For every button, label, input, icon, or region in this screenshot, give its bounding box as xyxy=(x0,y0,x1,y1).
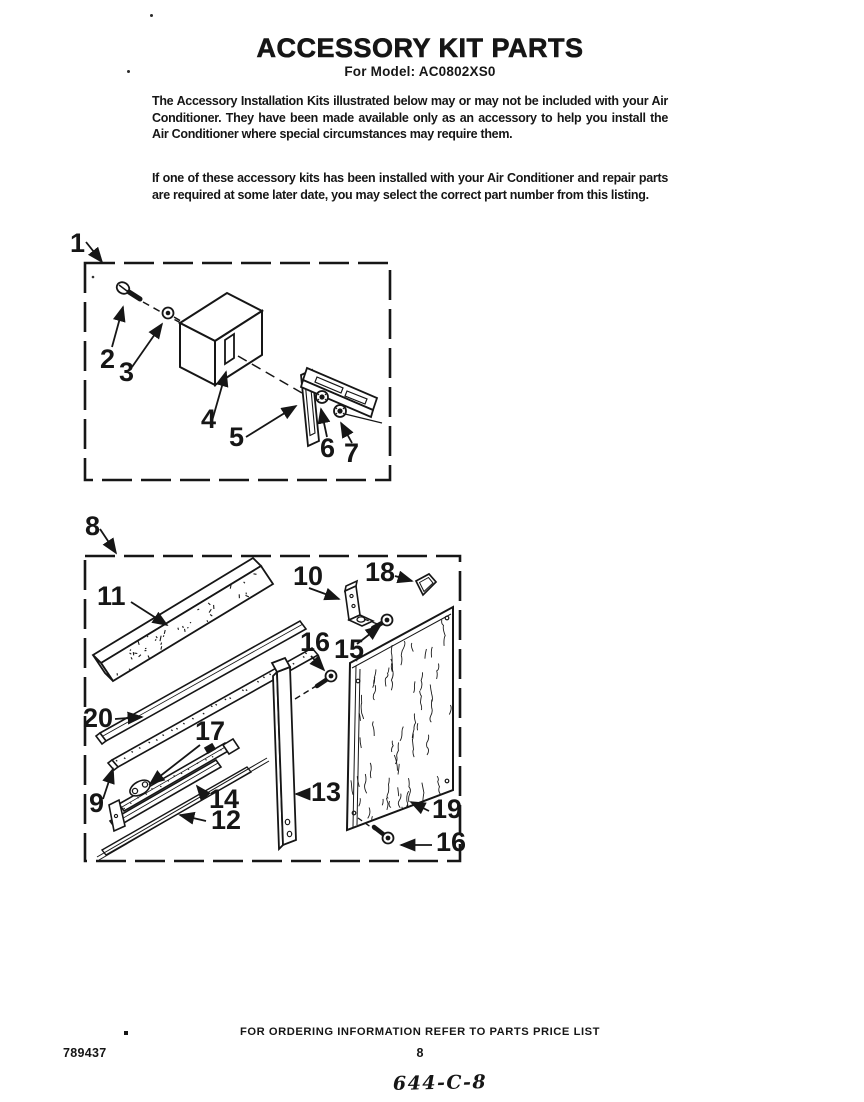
square-pad-part xyxy=(416,574,436,595)
part-18-label: 18 xyxy=(365,557,396,587)
part-6-label: 6 xyxy=(320,433,336,463)
support-bar-part xyxy=(272,658,296,849)
scan-artifact xyxy=(92,276,95,279)
assembly-axis-line xyxy=(345,414,382,423)
front-nut-part xyxy=(316,391,328,403)
part-2-label: 2 xyxy=(100,344,116,374)
part-10-label: 10 xyxy=(293,561,324,591)
bracket-part xyxy=(345,581,373,626)
publication-number: 789437 xyxy=(63,1046,107,1060)
plate-code: 644-C-8 xyxy=(392,1071,488,1095)
upper-screw-part xyxy=(317,671,337,687)
page-number: 8 xyxy=(416,1046,424,1060)
part-16-upper-label: 16 xyxy=(300,627,331,657)
part-5-label: 5 xyxy=(229,422,245,452)
part-4-label: 4 xyxy=(201,404,217,434)
callout-arrow xyxy=(132,324,162,367)
part-12-label: 12 xyxy=(211,805,242,835)
kit-8-label: 8 xyxy=(85,511,101,541)
intro-paragraph: The Accessory Installation Kits illustrated below may or may not be included with your Air Conditioner. They have been made available only as an accessory to help you install the Air Conditioner where special circumstances may require them. xyxy=(152,94,668,141)
callout-arrow xyxy=(86,242,102,262)
kit-1-label: 1 xyxy=(70,228,86,258)
screw-part xyxy=(115,280,140,299)
callout-arrow xyxy=(311,656,324,670)
model-line: For Model: AC0802XS0 xyxy=(344,64,496,79)
part-7-label: 7 xyxy=(344,438,360,468)
scan-artifact xyxy=(150,14,153,17)
part-15-label: 15 xyxy=(334,634,365,664)
part-19-label: 19 xyxy=(432,794,463,824)
rear-nut-part xyxy=(334,405,346,417)
nut-part xyxy=(163,308,174,319)
callout-arrow xyxy=(180,815,206,821)
page-title: ACCESSORY KIT PARTS xyxy=(256,33,584,63)
part-14-label: 14 xyxy=(209,784,240,814)
callout-arrow xyxy=(395,576,412,581)
accessory-kit-1-diagram xyxy=(55,225,415,495)
part-13-label: 13 xyxy=(311,777,342,807)
part-3-label: 3 xyxy=(119,357,135,387)
callout-arrow xyxy=(103,769,113,799)
part-11-label: 11 xyxy=(97,581,126,611)
lower-screw-part xyxy=(374,827,394,844)
bracket-screw-part xyxy=(373,615,393,629)
part-20-label: 20 xyxy=(83,703,114,733)
scan-artifact xyxy=(127,70,130,73)
part-16-lower-label: 16 xyxy=(436,827,467,857)
callout-arrow xyxy=(100,529,116,553)
accessory-kit-8-diagram xyxy=(55,505,475,880)
part-17-label: 17 xyxy=(195,716,226,746)
cover-part xyxy=(180,293,262,385)
callout-arrow xyxy=(112,307,123,347)
ordering-note: FOR ORDERING INFORMATION REFER TO PARTS PRICE LIST xyxy=(239,1026,601,1038)
callout-arrow xyxy=(246,406,296,437)
part-9-label: 9 xyxy=(89,788,105,818)
repair-paragraph: If one of these accessory kits has been installed with your Air Conditioner and repair parts are required at some later date, you may select the correct part number from this listing. xyxy=(152,171,668,202)
